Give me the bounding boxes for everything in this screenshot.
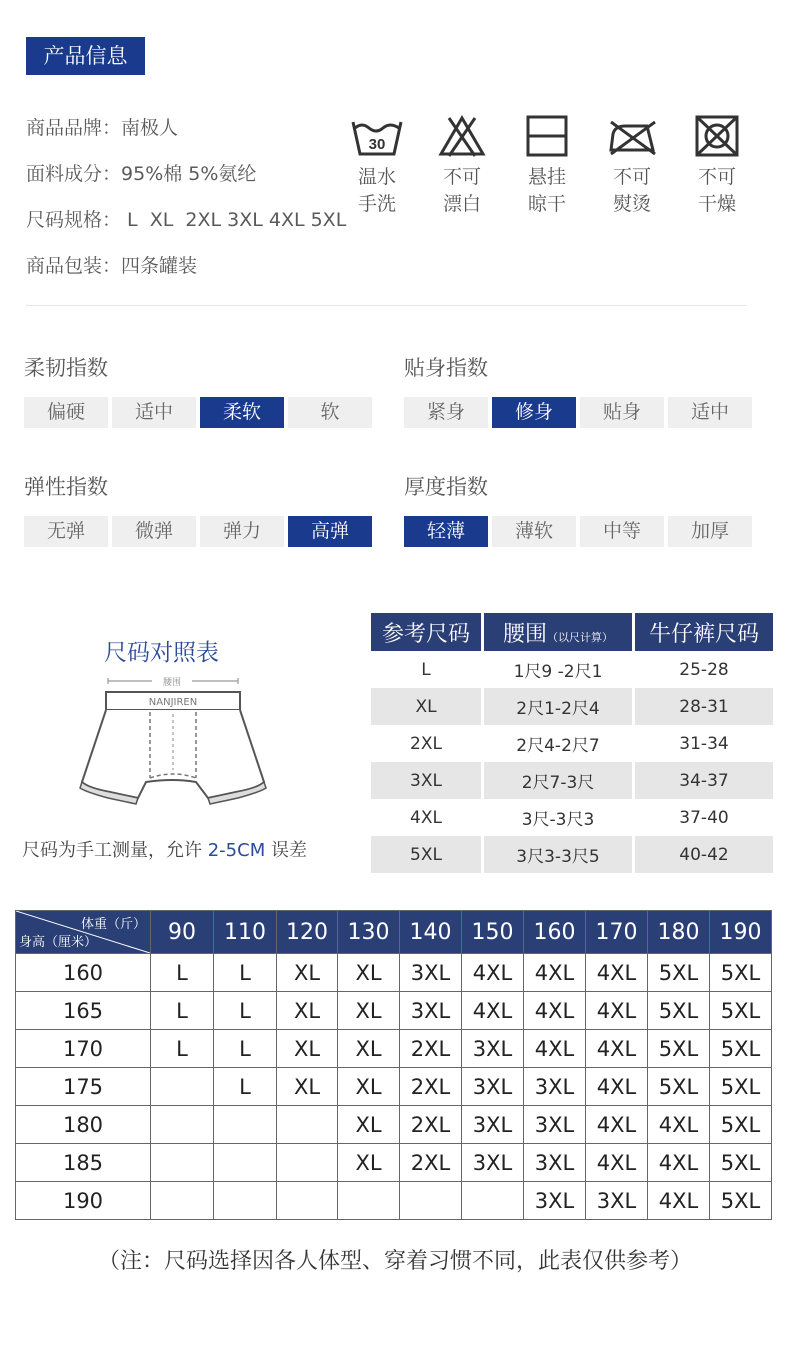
index-option: 贴身: [580, 397, 664, 428]
weight-header: 170: [586, 911, 648, 954]
weight-header: 150: [462, 911, 524, 954]
size-cell: 4XL: [586, 1144, 648, 1182]
info-value: 南极人: [121, 117, 179, 139]
index-title: 柔韧指数: [24, 356, 108, 380]
height-weight-table: [15, 910, 772, 1220]
index-option-selected: 轻薄: [404, 516, 488, 547]
size-cell: 3XL: [400, 992, 462, 1030]
index-option: 加厚: [668, 516, 752, 547]
ref-cell: XL: [371, 688, 481, 725]
size-cell: [214, 1144, 277, 1182]
size-cell: XL: [338, 1106, 400, 1144]
table-row: [371, 688, 773, 725]
divider: [26, 305, 746, 306]
care-line1: 温水: [357, 166, 396, 188]
ref-cell: 25-28: [679, 659, 729, 680]
index-softness: [24, 352, 376, 428]
svg-text:30: 30: [368, 136, 386, 153]
info-fabric: [26, 159, 256, 186]
info-value: L XL 2XL 3XL 4XL 5XL: [121, 209, 347, 231]
size-cell: 3XL: [524, 1182, 586, 1220]
index-option: 适中: [112, 397, 196, 428]
ref-cell: 2尺1-2尺4: [484, 688, 632, 725]
index-bar: [24, 516, 376, 547]
no-iron-icon: [605, 114, 659, 158]
care-line2: 干燥: [697, 193, 736, 215]
size-cell: L: [151, 992, 214, 1030]
weight-header: 110: [214, 911, 277, 954]
height-cell: 170: [16, 1030, 151, 1068]
ref-cell: 5XL: [371, 836, 481, 873]
reference-size-table: [368, 613, 776, 873]
size-cell: 4XL: [586, 1068, 648, 1106]
ref-cell: 3尺-3尺3: [521, 810, 595, 830]
size-cell: 3XL: [524, 1144, 586, 1182]
height-cell: 175: [16, 1068, 151, 1106]
size-cell: 5XL: [710, 954, 772, 992]
care-no-iron: [597, 114, 667, 218]
index-option-selected: 修身: [492, 397, 576, 428]
size-cell: 5XL: [710, 1144, 772, 1182]
hand-wash-30-icon: [350, 114, 404, 158]
ref-cell: 4XL: [410, 807, 442, 828]
size-cell: 4XL: [586, 954, 648, 992]
size-cell: 4XL: [648, 1182, 710, 1220]
index-option: 无弹: [24, 516, 108, 547]
size-cell: [151, 1182, 214, 1220]
size-cell: [400, 1182, 462, 1220]
size-cell: 3XL: [524, 1106, 586, 1144]
care-hang-dry: [512, 114, 582, 218]
measure-note: [22, 836, 307, 862]
care-line1: 不可: [697, 166, 736, 188]
size-cell: 5XL: [710, 992, 772, 1030]
index-elasticity: [24, 471, 376, 547]
table-row: [371, 799, 773, 836]
size-cell: 5XL: [710, 1182, 772, 1220]
size-cell: [277, 1144, 338, 1182]
ref-header: 牛仔裤尺码: [635, 613, 773, 651]
size-cell: 4XL: [524, 992, 586, 1030]
index-thickness: [404, 471, 756, 547]
care-line2: 熨烫: [612, 193, 651, 215]
index-option: 薄软: [492, 516, 576, 547]
weight-header: 130: [338, 911, 400, 954]
size-cell: [214, 1106, 277, 1144]
size-cell: 5XL: [648, 954, 710, 992]
weight-header: 120: [277, 911, 338, 954]
ref-cell: 31-34: [679, 733, 729, 754]
size-cell: L: [151, 954, 214, 992]
weight-header: 190: [710, 911, 772, 954]
info-sizes: [26, 205, 346, 232]
note-prefix: 尺码为手工测量，允许: [22, 840, 208, 861]
care-line2: 晾干: [527, 193, 566, 215]
size-cell: 4XL: [462, 954, 524, 992]
weight-header: 140: [400, 911, 462, 954]
info-value: 95%棉 5%氨纶: [121, 163, 257, 185]
size-cell: 5XL: [648, 1068, 710, 1106]
size-cell: 3XL: [400, 954, 462, 992]
height-cell: 190: [16, 1182, 151, 1220]
height-cell: 160: [16, 954, 151, 992]
care-line2: 手洗: [357, 193, 396, 215]
info-label: 商品包装：: [26, 255, 122, 277]
size-cell: XL: [338, 992, 400, 1030]
info-value: 四条罐装: [121, 255, 198, 277]
index-option: 中等: [580, 516, 664, 547]
note-highlight: 2-5CM: [207, 840, 266, 861]
size-cell: 5XL: [648, 1030, 710, 1068]
index-title: 弹性指数: [24, 475, 108, 499]
size-cell: [151, 1068, 214, 1106]
info-brand: [26, 113, 178, 140]
size-cell: 4XL: [462, 992, 524, 1030]
ref-cell: 3尺3-3尺5: [484, 836, 632, 873]
size-cell: L: [214, 992, 277, 1030]
size-cell: [214, 1182, 277, 1220]
table-row: [16, 1068, 772, 1106]
table-row: [16, 954, 772, 992]
index-option: 偏硬: [24, 397, 108, 428]
ref-cell: 34-37: [635, 762, 773, 799]
size-cell: L: [214, 1068, 277, 1106]
table-row: [16, 1106, 772, 1144]
table-row: [16, 1144, 772, 1182]
weight-header: 90: [151, 911, 214, 954]
ref-header-sub: （以尺计算）: [547, 630, 613, 644]
index-option: 软: [288, 397, 372, 428]
size-cell: 4XL: [586, 1106, 648, 1144]
ref-cell: L: [421, 659, 431, 680]
size-cell: L: [214, 954, 277, 992]
weight-header: 160: [524, 911, 586, 954]
size-chart-title: 尺码对照表: [104, 640, 219, 666]
ref-cell: 28-31: [635, 688, 773, 725]
brand-label: NANJIREN: [148, 697, 198, 708]
care-no-tumble-dry: [682, 114, 752, 218]
care-line1: 不可: [442, 166, 481, 188]
corner-header: [16, 911, 151, 954]
table-row: [371, 762, 773, 799]
table-row: [16, 992, 772, 1030]
size-cell: [151, 1144, 214, 1182]
size-cell: 3XL: [462, 1106, 524, 1144]
size-cell: [277, 1182, 338, 1220]
ref-cell: 2XL: [410, 733, 442, 754]
size-cell: XL: [277, 1068, 338, 1106]
corner-height-label: 身高（厘米）: [19, 935, 98, 950]
index-fit: [404, 352, 756, 428]
size-cell: XL: [277, 992, 338, 1030]
care-line1: 悬挂: [527, 166, 566, 188]
size-cell: 4XL: [586, 1030, 648, 1068]
size-cell: 5XL: [710, 1106, 772, 1144]
height-cell: 165: [16, 992, 151, 1030]
size-cell: [338, 1182, 400, 1220]
height-cell: 185: [16, 1144, 151, 1182]
size-cell: 2XL: [400, 1144, 462, 1182]
index-title: 厚度指数: [404, 475, 488, 499]
size-cell: L: [151, 1030, 214, 1068]
size-cell: 2XL: [400, 1030, 462, 1068]
info-label: 商品品牌：: [26, 117, 122, 139]
size-cell: XL: [338, 1068, 400, 1106]
table-row: [16, 1182, 772, 1220]
index-option-selected: 高弹: [288, 516, 372, 547]
size-cell: L: [214, 1030, 277, 1068]
index-title: 贴身指数: [404, 356, 488, 380]
height-cell: 180: [16, 1106, 151, 1144]
index-option-selected: 柔软: [200, 397, 284, 428]
ref-header-waist: [484, 613, 632, 651]
ref-cell: 2尺7-3尺: [484, 762, 632, 799]
size-cell: 5XL: [648, 992, 710, 1030]
size-cell: 4XL: [524, 1030, 586, 1068]
index-option: 适中: [668, 397, 752, 428]
table-row: [16, 1030, 772, 1068]
underwear-diagram: [78, 670, 268, 820]
hang-dry-icon: [520, 114, 574, 158]
size-cell: 4XL: [648, 1144, 710, 1182]
section-title: 产品信息: [26, 37, 145, 75]
ref-cell: 1尺9 -2尺1: [513, 662, 603, 682]
size-cell: [462, 1182, 524, 1220]
ref-cell: 2尺4-2尺7: [516, 736, 600, 756]
ref-cell: 3XL: [371, 762, 481, 799]
size-cell: 3XL: [462, 1144, 524, 1182]
ref-cell: 40-42: [635, 836, 773, 873]
footnote: （注：尺码选择因各人体型、穿着习惯不同，此表仅供参考）: [97, 1249, 692, 1274]
size-cell: 4XL: [524, 954, 586, 992]
ref-cell: 37-40: [679, 807, 729, 828]
table-row: [371, 651, 773, 688]
index-bar: [404, 516, 756, 547]
info-label: 尺码规格：: [26, 209, 122, 231]
size-cell: XL: [277, 1030, 338, 1068]
index-option: 弹力: [200, 516, 284, 547]
size-cell: XL: [338, 954, 400, 992]
size-cell: XL: [338, 1144, 400, 1182]
size-cell: 5XL: [710, 1030, 772, 1068]
size-cell: 2XL: [400, 1068, 462, 1106]
size-cell: [277, 1106, 338, 1144]
index-option: 紧身: [404, 397, 488, 428]
index-option: 微弹: [112, 516, 196, 547]
size-cell: XL: [277, 954, 338, 992]
weight-header: 180: [648, 911, 710, 954]
no-bleach-icon: [435, 114, 489, 158]
table-row: [371, 725, 773, 762]
size-cell: 5XL: [710, 1068, 772, 1106]
size-cell: 4XL: [648, 1106, 710, 1144]
info-label: 面料成分：: [26, 163, 122, 185]
info-packaging: [26, 251, 197, 278]
ref-header-label: 腰围: [502, 621, 547, 647]
size-cell: 3XL: [524, 1068, 586, 1106]
ref-header: 参考尺码: [371, 613, 481, 651]
care-line2: 漂白: [442, 193, 481, 215]
care-no-bleach: [427, 114, 497, 218]
index-bar: [24, 397, 376, 428]
waist-label: 腰围: [162, 678, 182, 688]
size-cell: 2XL: [400, 1106, 462, 1144]
size-cell: 4XL: [586, 992, 648, 1030]
index-bar: [404, 397, 756, 428]
size-cell: 3XL: [586, 1182, 648, 1220]
corner-weight-label: 体重（斤）: [80, 917, 146, 932]
size-cell: XL: [338, 1030, 400, 1068]
no-tumble-dry-icon: [690, 114, 744, 158]
note-suffix: 误差: [265, 840, 307, 861]
size-cell: 3XL: [462, 1030, 524, 1068]
care-hand-wash: [342, 114, 412, 218]
size-cell: 3XL: [462, 1068, 524, 1106]
size-cell: [151, 1106, 214, 1144]
care-line1: 不可: [612, 166, 651, 188]
table-row: [371, 836, 773, 873]
